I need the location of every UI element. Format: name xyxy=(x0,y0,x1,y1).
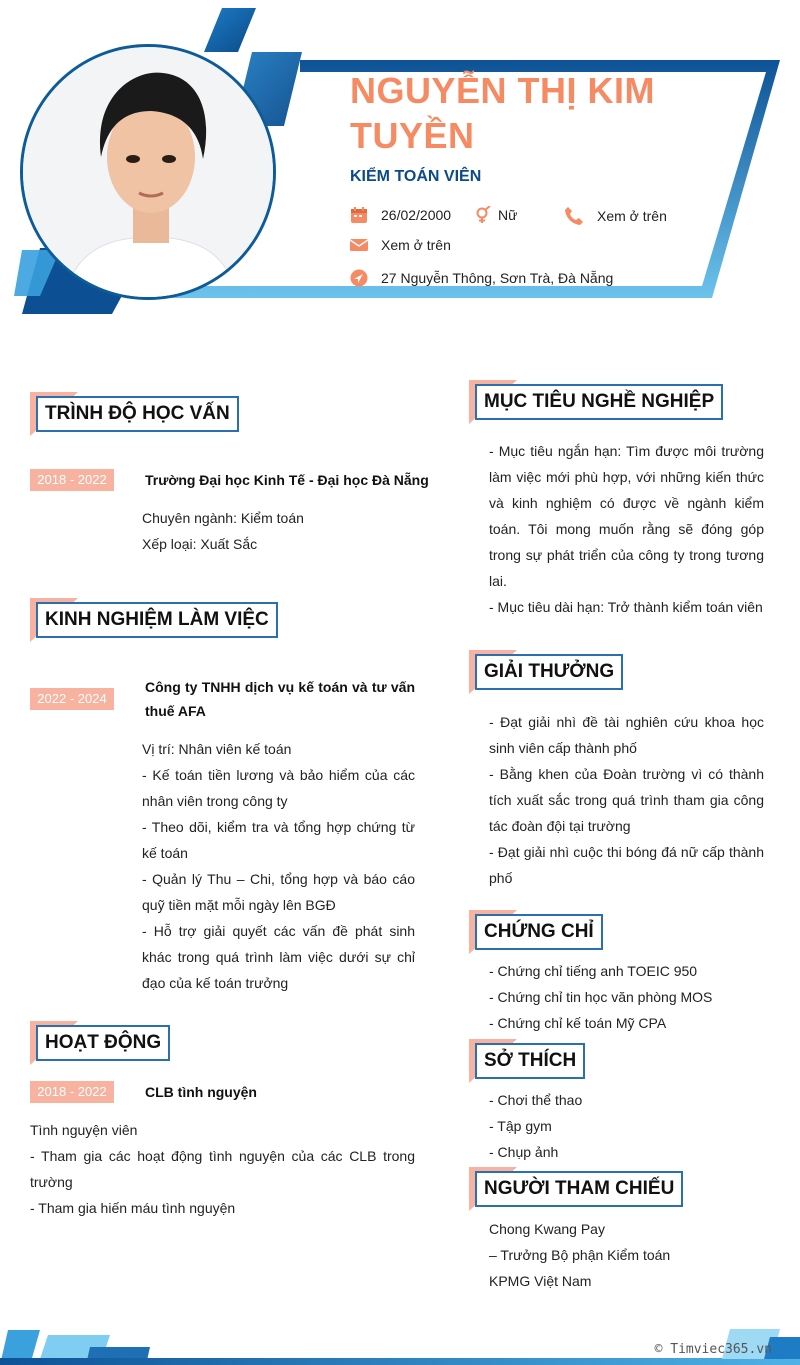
objective-line: - Mục tiêu dài hạn: Trở thành kiểm toán viên xyxy=(489,599,763,615)
reference-line: – Trưởng Bộ phận Kiểm toán xyxy=(489,1247,671,1263)
education-school: Trường Đại học Kinh Tế - Đại học Đà Nẵng xyxy=(145,472,429,488)
awards-line: - Bằng khen của Đoàn trường vì có thành tích xuất sắc trong quá trình tham gia công tác đoàn đội tại trường xyxy=(489,766,764,834)
gender-value: Nữ xyxy=(498,207,518,223)
birthday-value: 26/02/2000 xyxy=(381,207,452,223)
objective-details xyxy=(489,438,764,620)
phone-row xyxy=(564,206,667,226)
email-icon xyxy=(350,236,368,254)
email-row xyxy=(350,236,451,254)
experience-company: Công ty TNHH dịch vụ kế toán và tư vấn thuế AFA xyxy=(145,679,415,719)
awards-details xyxy=(489,709,764,891)
education-rank: Xếp loại: Xuất Sắc xyxy=(142,536,258,552)
hobby-line: - Chơi thể thao xyxy=(489,1092,583,1108)
location-icon xyxy=(350,269,368,287)
objective-line: - Mục tiêu ngắn hạn: Tìm được môi trường làm việc mới phù hợp, với những kiến thức và kinh nghiệm có được về ngành kiểm toán. Tôi mong muốn rằng sẽ đóng góp trong sự phát triển của công ty trong tương lai. xyxy=(489,443,764,589)
education-details xyxy=(142,505,417,557)
reference-line: Chong Kwang Pay xyxy=(489,1221,605,1237)
address-row xyxy=(350,269,613,287)
awards-line: - Đạt giải nhì đề tài nghiên cứu khoa học sinh viên cấp thành phố xyxy=(489,714,764,756)
hobbies-details xyxy=(489,1087,764,1165)
activities-details xyxy=(30,1117,415,1221)
experience-line: - Quản lý Thu – Chi, tổng hợp và báo cáo quỹ tiền mặt mỗi ngày lên BGĐ xyxy=(142,871,415,913)
experience-date: 2022 - 2024 xyxy=(30,688,114,710)
address-value: 27 Nguyễn Thông, Sơn Trà, Đà Nẵng xyxy=(381,270,614,286)
awards-line: - Đạt giải nhì cuộc thi bóng đá nữ cấp thành phố xyxy=(489,844,764,886)
phone-value: Xem ở trên xyxy=(597,208,667,224)
certificate-line: - Chứng chỉ tiếng anh TOEIC 950 xyxy=(489,963,698,979)
avatar xyxy=(20,44,276,300)
candidate-name: NGUYỄN THỊ KIM TUYỀN xyxy=(350,70,656,156)
experience-line: - Hỗ trợ giải quyết các vấn đề phát sinh khác trong quá trình làm việc dưới sự chỉ đạo của kế toán trưởng xyxy=(142,923,415,991)
birthday-row xyxy=(350,206,451,224)
hobby-line: - Tập gym xyxy=(489,1118,552,1134)
activities-line: Tình nguyện viên xyxy=(30,1122,138,1138)
activities-line: - Tham gia các hoạt động tình nguyện của các CLB trong trường xyxy=(30,1148,415,1190)
education-date: 2018 - 2022 xyxy=(30,469,114,491)
experience-line: - Theo dõi, kiểm tra và tổng hợp chứng từ kế toán xyxy=(142,819,415,861)
profile-photo xyxy=(23,47,276,300)
calendar-icon xyxy=(350,206,368,224)
experience-details xyxy=(142,736,415,996)
activities-date: 2018 - 2022 xyxy=(30,1081,114,1103)
experience-line: Vị trí: Nhân viên kế toán xyxy=(142,741,292,757)
gender-icon xyxy=(474,206,492,224)
references-details xyxy=(489,1216,764,1294)
email-value: Xem ở trên xyxy=(381,237,451,253)
certificate-line: - Chứng chỉ tin học văn phòng MOS xyxy=(489,989,713,1005)
education-major: Chuyên ngành: Kiểm toán xyxy=(142,510,304,526)
certificate-line: - Chứng chỉ kế toán Mỹ CPA xyxy=(489,1015,667,1031)
experience-line: - Kế toán tiền lương và bảo hiểm của các nhân viên trong công ty xyxy=(142,767,415,809)
reference-line: KPMG Việt Nam xyxy=(489,1273,592,1289)
certificates-details xyxy=(489,958,764,1036)
phone-icon xyxy=(564,206,584,226)
activities-line: - Tham gia hiến máu tình nguyện xyxy=(30,1200,236,1216)
gender-row xyxy=(474,206,517,224)
hobby-line: - Chụp ảnh xyxy=(489,1144,559,1160)
watermark: © Timviec365.vn xyxy=(654,1342,772,1357)
activities-org: CLB tình nguyện xyxy=(145,1084,257,1100)
job-title: KIỂM TOÁN VIÊN xyxy=(350,168,482,185)
